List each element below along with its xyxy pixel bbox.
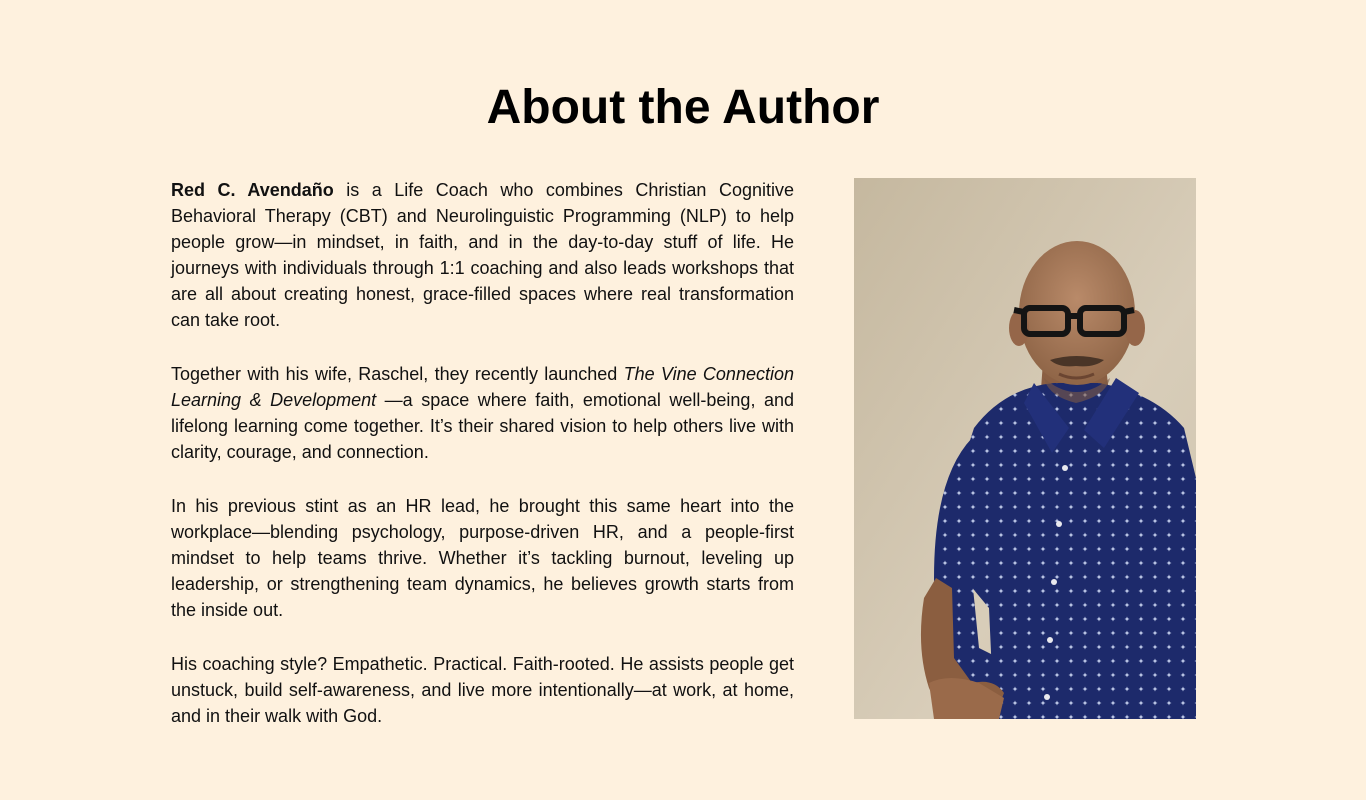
author-bio bbox=[171, 177, 794, 757]
bio-paragraph-2 bbox=[171, 361, 794, 465]
bio-paragraph-3: In his previous stint as an HR lead, he brought this same heart into the workplace—blending psychology, purpose-driven HR, and a people-first mindset to help teams thrive. Whether it’s tackling burnout, leveling up leadership, or strengthening team dynamics, he believes growth starts from the inside out. bbox=[171, 496, 794, 620]
bio-paragraph-4: His coaching style? Empathetic. Practical. Faith-rooted. He assists people get unstuck, build self-awareness, and live more intentionally—at work, at home, and in their walk with God. bbox=[171, 654, 794, 726]
author-photo bbox=[854, 178, 1196, 719]
page-title: About the Author bbox=[486, 81, 880, 134]
brand-name: The Vine Connection Learning & Development bbox=[171, 364, 794, 410]
bio-paragraph-2-rest: —a space where faith, emotional well-being, and lifelong learning come together. It’s their shared vision to help others live with clarity, courage, and connection. bbox=[171, 390, 794, 462]
author-name: Red C. Avendaño bbox=[171, 180, 334, 200]
bio-paragraph-1-text: is a Life Coach who combines Christian Cognitive Behavioral Therapy (CBT) and Neurolinguistic Programming (NLP) to help people grow—in mindset, in faith, and in the day-to-day stuff of life. He journeys with individuals through 1:1 coaching and also leads workshops that are all about creating honest, grace-filled spaces where real transformation can take root. bbox=[171, 180, 794, 330]
bio-paragraph-2-lead: Together with his wife, Raschel, they recently launched bbox=[171, 364, 624, 384]
bio-paragraph-1 bbox=[171, 177, 794, 333]
